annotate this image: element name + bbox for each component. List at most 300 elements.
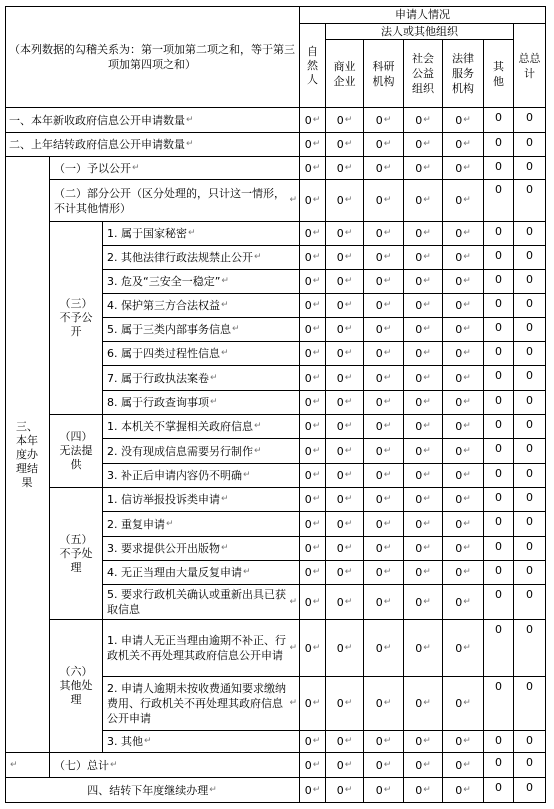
table-cell-text: 0 [455,783,463,797]
paragraph-mark-icon: ↵ [344,114,353,125]
table-cell [326,391,364,415]
table-cell-text: 0 [526,680,533,693]
paragraph-mark-icon: ↵ [344,642,353,653]
table-cell-text: 0 [375,396,383,409]
table-cell-text: 0 [495,540,502,553]
table-cell [484,677,514,731]
table-cell [484,246,514,270]
paragraph-mark-icon: ↵ [344,372,353,383]
paragraph-mark-icon: ↵ [463,324,471,334]
table-cell-text: 0 [415,113,423,127]
table-cell [514,464,546,488]
paragraph-mark-icon: ↵ [344,470,353,480]
paragraph-mark-icon: ↵ [423,276,431,286]
table-cell-text: 0 [375,758,383,772]
paragraph-mark-icon: ↵ [210,372,218,383]
paragraph-mark-icon: ↵ [312,470,321,480]
paragraph-mark-icon: ↵ [463,372,471,383]
table-cell [300,222,326,246]
table-cell-text: 0 [304,323,312,336]
row-label [5,108,300,133]
table-cell [443,585,484,620]
table-cell [300,677,326,731]
total-header [514,24,546,108]
table-cell-text: 0 [415,517,423,531]
paragraph-mark-icon: ↵ [166,518,174,529]
table-cell-text: 0 [375,323,383,336]
paragraph-mark-icon: ↵ [423,195,431,205]
other-header [484,40,514,108]
paragraph-mark-icon: ↵ [423,759,431,770]
table-cell-text: 0 [455,566,463,579]
table-cell [514,294,546,318]
row-label-text: 2. 重复申请 [107,517,165,531]
table-cell [443,108,484,133]
table-cell-text: 0 [336,161,344,175]
table-cell [364,778,404,803]
table-cell [484,270,514,294]
row-label-text: （一）予以公开 [54,161,131,175]
table-cell [404,677,443,731]
paragraph-mark-icon: ↵ [312,642,321,653]
table-cell-text: 0 [526,183,533,196]
table-cell [364,180,404,222]
row-label-text: 5. 属于三类内部事务信息 [107,323,231,336]
table-cell-text: 0 [495,394,502,407]
table-cell [364,731,404,753]
table-cell [443,318,484,342]
table-cell-text: 0 [375,275,383,288]
paragraph-mark-icon: ↵ [110,759,118,770]
table-cell-text: 0 [455,517,463,531]
paragraph-mark-icon: ↵ [312,276,321,286]
paragraph-mark-icon: ↵ [344,139,353,149]
table-cell-text: 0 [415,697,423,710]
table-cell [364,415,404,439]
row-label [50,157,300,180]
paragraph-mark-icon: ↵ [254,445,262,456]
table-cell-text: 0 [526,321,533,334]
table-cell-text: 0 [455,396,463,409]
table-cell [484,222,514,246]
table-cell [404,391,443,415]
paragraph-mark-icon: ↵ [463,518,471,529]
table-cell [514,753,546,778]
table-cell-text: 0 [304,161,312,175]
table-cell-text: 0 [336,371,344,385]
table-cell [514,620,546,677]
paragraph-mark-icon: ↵ [463,596,471,607]
paragraph-mark-icon: ↵ [344,543,353,553]
paragraph-mark-icon: ↵ [344,494,353,504]
table-cell-text: 0 [336,323,344,336]
paragraph-mark-icon: ↵ [344,397,353,407]
paragraph-mark-icon: ↵ [383,397,392,407]
table-cell [514,731,546,753]
header-note-text: （本列数据的勾稽关系为：第一项加第二项之和，等于第三项加第四项之和） [9,42,295,71]
table-cell-text: 0 [415,444,423,458]
table-cell [514,318,546,342]
table-cell [514,133,546,157]
table-cell-text: 0 [495,734,502,747]
paragraph-mark-icon: ↵ [221,276,229,286]
row-label [103,512,300,537]
table-cell [364,620,404,677]
table-cell [326,342,364,366]
table-cell [443,731,484,753]
research-header [364,40,404,108]
paragraph-mark-icon: ↵ [423,596,431,607]
table-cell-text: 0 [375,113,383,127]
table-cell-text: 0 [495,491,502,504]
paragraph-mark-icon: ↵ [144,736,152,746]
paragraph-mark-icon: ↵ [312,759,321,770]
table-cell-text: 0 [415,396,423,409]
table-cell [300,753,326,778]
table-cell [443,415,484,439]
table-cell-text: 0 [415,783,423,797]
table-cell-text: 0 [415,275,423,288]
table-cell [484,294,514,318]
paragraph-mark-icon: ↵ [463,421,471,431]
table-cell-text: 0 [304,420,312,433]
table-cell [404,778,443,803]
paragraph-mark-icon: ↵ [344,567,353,577]
table-cell-text: 0 [495,249,502,262]
paragraph-mark-icon: ↵ [312,324,321,334]
table-cell [514,537,546,561]
table-cell [404,439,443,464]
table-cell [514,585,546,620]
table-cell-text: 0 [304,444,312,458]
table-cell-text: 0 [495,564,502,577]
paragraph-mark-icon: ↵ [423,228,431,238]
table-cell-text: 0 [336,469,344,482]
table-cell [514,108,546,133]
paragraph-mark-icon: ↵ [463,252,471,262]
paragraph-mark-icon: ↵ [423,642,431,653]
row-label-text: 7. 属于行政执法案卷 [107,371,209,385]
paragraph-mark-icon: ↵ [463,642,471,653]
table-cell [300,415,326,439]
table-cell-text: 0 [336,194,344,207]
table-cell-text: 0 [455,251,463,264]
table-cell [404,585,443,620]
table-cell [364,753,404,778]
paragraph-mark-icon: ↵ [383,642,392,653]
table-cell [326,294,364,318]
table-cell-text: 0 [304,697,312,710]
paragraph-mark-icon: ↵ [383,445,392,456]
table-cell-text: 0 [336,735,344,748]
table-cell-text: 0 [415,161,423,175]
table-cell [484,731,514,753]
table-cell [326,731,364,753]
header-note [5,6,300,108]
paragraph-mark-icon: ↵ [463,494,471,504]
table-cell-text: 0 [304,299,312,312]
row-label-text: （七）总计 [54,758,109,772]
table-cell-text: 0 [455,542,463,555]
row-label [50,180,300,222]
table-cell-text: 0 [375,735,383,748]
paragraph-mark-icon: ↵ [383,372,392,383]
table-cell-text: 0 [415,420,423,433]
table-cell [514,342,546,366]
table-cell [484,464,514,488]
applicant-group-header-text: 申请人情况 [395,8,450,21]
table-cell-text: 0 [304,542,312,555]
row-label-text: （二）部分公开（区分处理的，只计这一情形，不计其他情形） [54,186,285,215]
table-cell-text: 0 [415,347,423,360]
row-label [103,677,300,731]
paragraph-mark-icon: ↵ [312,228,321,238]
business-header-text: 商业企业 [333,59,356,88]
row-label [103,620,300,677]
row-label [103,488,300,512]
table-cell [484,133,514,157]
table-cell-text: 0 [375,469,383,482]
paragraph-mark-icon: ↵ [188,228,196,238]
paragraph-mark-icon: ↵ [243,470,251,480]
table-cell [326,512,364,537]
table-cell-text: 0 [526,249,533,262]
table-cell [484,415,514,439]
table-cell [514,488,546,512]
paragraph-mark-icon: ↵ [423,252,431,262]
table-cell [326,157,364,180]
table-cell [443,439,484,464]
paragraph-mark-icon: ↵ [423,567,431,577]
paragraph-mark-icon: ↵ [344,348,353,358]
paragraph-mark-icon: ↵ [383,228,392,238]
paragraph-mark-icon: ↵ [289,698,297,708]
table-cell [326,180,364,222]
table-cell [443,488,484,512]
table-cell-text: 0 [336,396,344,409]
table-cell-text: 0 [375,697,383,710]
table-cell [443,464,484,488]
paragraph-mark-icon: ↵ [221,494,229,504]
paragraph-mark-icon: ↵ [312,397,321,407]
group4-label-text: （四）无法提供 [59,430,93,471]
table-cell-text: 0 [336,783,344,797]
table-cell [484,439,514,464]
paragraph-mark-icon: ↵ [221,348,229,358]
row-label [103,537,300,561]
legal-service-header [443,40,484,108]
table-cell-text: 0 [495,111,502,124]
table-cell-text: 0 [336,347,344,360]
table-cell [514,561,546,585]
group3-label [50,222,103,415]
paragraph-mark-icon: ↵ [344,324,353,334]
table-cell [300,180,326,222]
table-cell [300,133,326,157]
table-cell [326,246,364,270]
table-cell [443,294,484,318]
table-cell [364,537,404,561]
natural-person-header-text: 自然人 [307,44,318,86]
table-cell [484,778,514,803]
table-cell-text: 0 [455,138,463,151]
table-cell-text: 0 [304,735,312,748]
paragraph-mark-icon: ↵ [221,300,229,310]
table-cell-text: 0 [495,345,502,358]
table-cell-text: 0 [415,595,423,609]
table-cell-text: 0 [375,299,383,312]
table-cell-text: 0 [304,371,312,385]
table-cell [300,464,326,488]
paragraph-mark-icon: ↵ [312,114,321,125]
table-cell [404,561,443,585]
paragraph-mark-icon: ↵ [383,276,392,286]
row-label-text: 5. 要求行政机关确认或重新出具已获取信息 [107,588,286,616]
table-cell [484,561,514,585]
table-cell [443,342,484,366]
table-cell-text: 0 [304,396,312,409]
paragraph-mark-icon: ↵ [383,324,392,334]
table-cell-text: 0 [526,111,533,124]
table-cell [404,157,443,180]
table-cell-text: 0 [455,493,463,506]
paragraph-mark-icon: ↵ [312,596,321,607]
table-cell [326,222,364,246]
paragraph-mark-icon: ↵ [383,195,392,205]
social-header-text: 社会公益组织 [412,52,434,95]
table-cell-text: 0 [455,420,463,433]
table-cell [326,318,364,342]
table-cell-text: 0 [455,371,463,385]
group6-label [50,620,103,753]
row-label-text: 2. 其他法律行政法规禁止公开 [107,251,253,264]
paragraph-mark-icon: ↵ [243,567,251,577]
table-cell-text: 0 [495,369,502,382]
paragraph-mark-icon: ↵ [423,736,431,746]
table-cell [326,620,364,677]
table-cell-text: 0 [526,394,533,407]
paragraph-mark-icon: ↵ [383,252,392,262]
paragraph-mark-icon: ↵ [383,421,392,431]
table-cell [300,731,326,753]
table-cell-text: 0 [415,493,423,506]
paragraph-mark-icon: ↵ [423,397,431,407]
table-cell [364,512,404,537]
row-label [103,342,300,366]
table-cell [514,270,546,294]
table-cell-text: 0 [336,227,344,240]
table-cell-text: 0 [336,697,344,710]
paragraph-mark-icon: ↵ [312,372,321,383]
table-cell-text: 0 [415,194,423,207]
group4-label [50,415,103,488]
row-label-text: 3. 其他 [107,735,143,748]
paragraph-mark-icon: ↵ [423,494,431,504]
table-cell-text: 0 [526,588,533,601]
table-cell [443,157,484,180]
paragraph-mark-icon: ↵ [463,300,471,310]
paragraph-mark-icon: ↵ [463,736,471,746]
table-cell-text: 0 [375,420,383,433]
table-cell [326,585,364,620]
table-cell-text: 0 [415,371,423,385]
table-cell [443,246,484,270]
table-cell-text: 0 [455,227,463,240]
paragraph-mark-icon: ↵ [423,784,431,795]
table-cell [404,222,443,246]
table-cell [484,318,514,342]
applicant-group-header [300,6,546,24]
group3-label-text: （三）不予公开 [59,297,93,338]
table-cell [443,180,484,222]
table-cell-text: 0 [526,515,533,528]
paragraph-mark-icon: ↵ [423,421,431,431]
table-cell-text: 0 [455,444,463,458]
paragraph-mark-icon: ↵ [423,445,431,456]
table-cell [364,246,404,270]
table-cell [443,512,484,537]
table-cell [326,778,364,803]
paragraph-mark-icon: ↵ [312,736,321,746]
paragraph-mark-icon: ↵ [344,445,353,456]
paragraph-mark-icon: ↵ [344,421,353,431]
table-cell [364,222,404,246]
row-label [103,585,300,620]
table-cell-text: 0 [526,418,533,431]
table-cell [300,366,326,391]
row-label-text: 2. 没有现成信息需要另行制作 [107,444,253,458]
row-label [103,561,300,585]
table-cell [404,246,443,270]
row-label [103,415,300,439]
table-cell-text: 0 [336,275,344,288]
paragraph-mark-icon: ↵ [312,162,321,173]
table-cell-text: 0 [304,138,312,151]
table-cell [484,108,514,133]
table-cell [443,561,484,585]
paragraph-mark-icon: ↵ [312,784,321,795]
table-cell [484,753,514,778]
table-cell [484,157,514,180]
table-cell-text: 0 [304,113,312,127]
table-cell-text: 0 [415,758,423,772]
table-cell-text: 0 [336,444,344,458]
paragraph-mark-icon: ↵ [383,300,392,310]
table-cell-text: 0 [495,418,502,431]
business-header [326,40,364,108]
paragraph-mark-icon: ↵ [312,445,321,456]
table-cell [326,415,364,439]
table-cell-text: 0 [526,756,533,769]
table-cell-text: 0 [495,515,502,528]
table-cell-text: 0 [304,595,312,609]
table-cell [300,778,326,803]
table-cell-text: 0 [336,493,344,506]
paragraph-mark-icon: ↵ [210,397,218,407]
table-cell-text: 0 [336,138,344,151]
table-cell-text: 0 [415,735,423,748]
table-cell-text: 0 [415,542,423,555]
row-label [103,366,300,391]
paragraph-mark-icon: ↵ [344,276,353,286]
table-cell [326,270,364,294]
table-cell-text: 0 [375,595,383,609]
table-cell-text: 0 [495,321,502,334]
table-cell [443,753,484,778]
table-cell-text: 0 [336,251,344,264]
paragraph-mark-icon: ↵ [232,324,240,334]
paragraph-mark-icon: ↵ [463,567,471,577]
